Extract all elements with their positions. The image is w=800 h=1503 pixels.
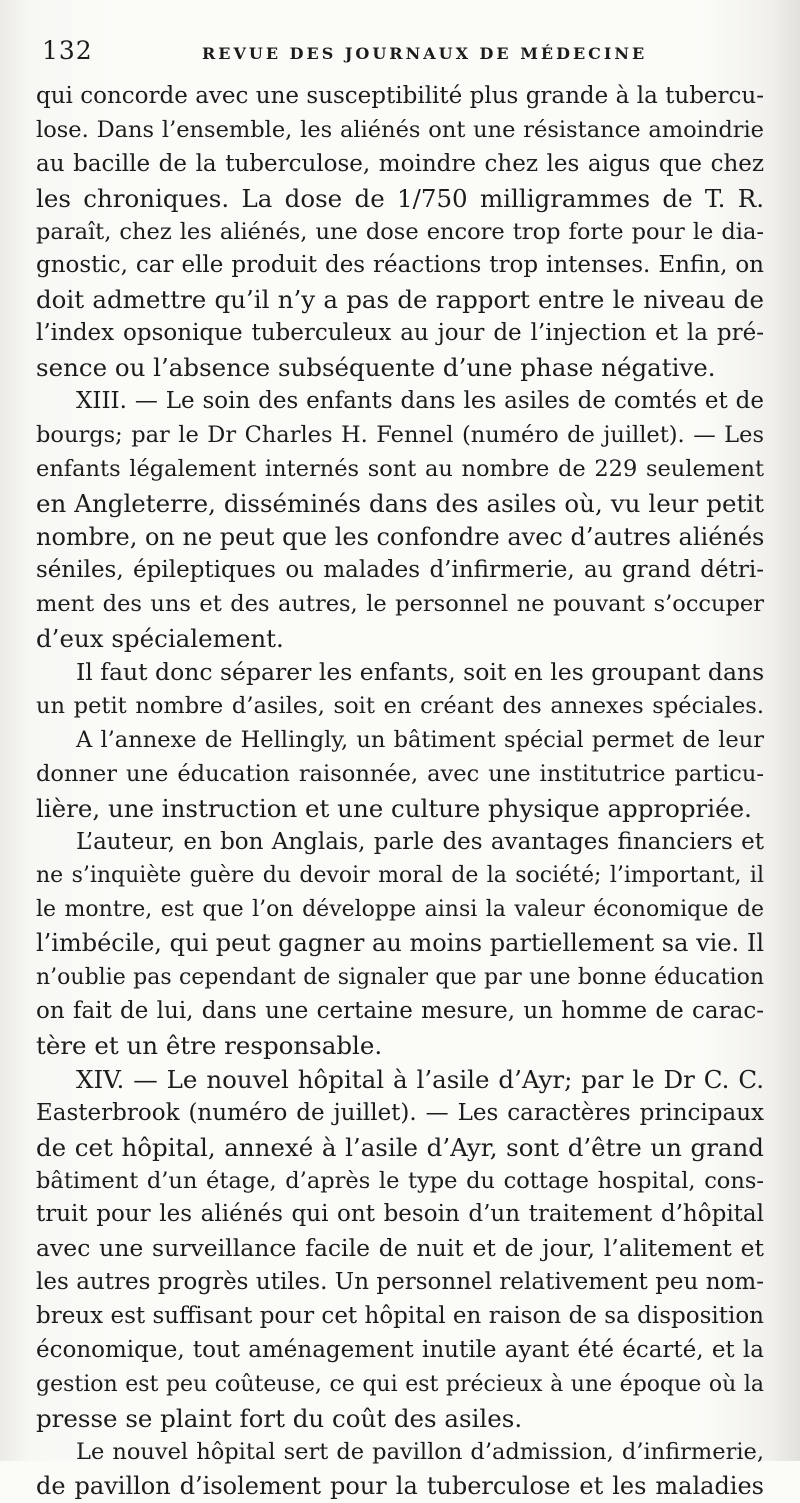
text-line: lose. Dans l’ensemble, les aliénés ont une résistance amoindrie [36,116,764,143]
text-line: lière, une instruction et une culture physique appropriée. [36,793,752,823]
text-line: de pavillon d’isolement pour la tuberculose et les maladies [36,1471,764,1500]
text-line: en Angleterre, disséminés dans des asiles où, vu leur petit [36,488,764,518]
text-line: bâtiment d’un étage, d’après le type du cottage hospital, cons- [36,1167,764,1194]
text-line: sence ou l’absence subséquente d’une phase négative. [36,353,716,383]
text-line: un petit nombre d’asiles, soit en créant des annexes spéciales. [36,693,764,720]
section-heading-line: XIV. — Le nouvel hôpital à l’asile d’Ayr; par le Dr C. C. [76,1064,764,1094]
text-line: n’oublie pas cependant de signaler que par une bonne éducation [36,965,764,991]
text-line: doit admettre qu’il n’y a pas de rapport entre le niveau de [36,285,764,315]
text-line: avec une surveillance facile de nuit et de jour, l’alitement et [36,1234,764,1263]
text-line: paraît, chez les aliénés, une dose encore trop forte pour le dia- [36,218,764,245]
text-line: gnostic, car elle produit des réactions trop intenses. Enfin, on [36,252,764,279]
text-line: A l’annexe de Hellingly, un bâtiment spécial permet de leur [76,726,764,753]
text-line: tère et un être responsable. [36,1030,383,1060]
text-line: les autres progrès utiles. Un personnel relativement peu nom- [36,1269,764,1296]
text-line: enfants légalement internés sont au nombre de 229 seulement [36,455,764,482]
text-line: truit pour les aliénés qui ont besoin d’un traitement d’hôpital [36,1201,764,1228]
text-line: qui concorde avec une susceptibilité plus grande à la tubercu- [36,83,764,109]
page-number: 132 [42,36,93,65]
text-line: séniles, épileptiques ou malades d’infirmerie, au grand détri- [36,557,764,584]
text-line: ne s’inquiète guère du devoir moral de la société; l’important, il [36,863,764,889]
text-line: gestion est peu coûteuse, ce qui est précieux à une époque où la [36,1371,764,1397]
text-line: le montre, est que l’on développe ainsi la valeur économique de [36,897,764,923]
text-line: on fait de lui, dans une certaine mesure, un homme de carac- [36,998,764,1025]
text-line: L’auteur, en bon Anglais, parle des avantages financiers et [76,828,764,855]
text-line: de cet hôpital, annexé à l’asile d’Ayr, sont d’être un grand [36,1132,764,1162]
text-line: d’eux spécialement. [36,624,284,654]
text-line: Easterbrook (numéro de juillet). — Les caractères principaux [36,1099,764,1126]
text-line: Il faut donc séparer les enfants, soit en les groupant dans [76,658,765,687]
section-heading-line: XIII. — Le soin des enfants dans les asiles de comtés et de [76,388,764,415]
running-title: REVUE DES JOURNAUX DE MÉDECINE [202,44,648,63]
text-line: les chroniques. La dose de 1/750 milligrammes de T. R. [36,183,764,213]
text-line: donner une éducation raisonnée, avec une institutrice particu- [36,760,764,787]
text-line: breux est suffisant pour cet hôpital en raison de sa disposition [36,1303,764,1330]
text-line: bourgs; par le Dr Charles H. Fennel (numéro de juillet). — Les [36,421,764,448]
text-line: nombre, on ne peut que les confondre avec d’autres aliénés [36,522,765,551]
text-line: ment des uns et des autres, le personnel ne pouvant s’occuper [36,591,764,618]
text-line: l’index opsonique tuberculeux au jour de l’injection et la pré- [36,320,764,347]
running-head [42,36,762,76]
text-line: presse se plaint fort du coût des asiles. [36,1403,523,1433]
text-line: l’imbécile, qui peut gagner au moins partiellement sa vie. Il [36,929,764,958]
text-line: au bacille de la tuberculose, moindre chez les aigus que chez [36,150,764,177]
text-line: économique, tout aménagement inutile ayant été écarté, et la [36,1336,764,1363]
text-line: Le nouvel hôpital sert de pavillon d’admission, d’infirmerie, [76,1438,764,1465]
body-text [36,80,764,1503]
